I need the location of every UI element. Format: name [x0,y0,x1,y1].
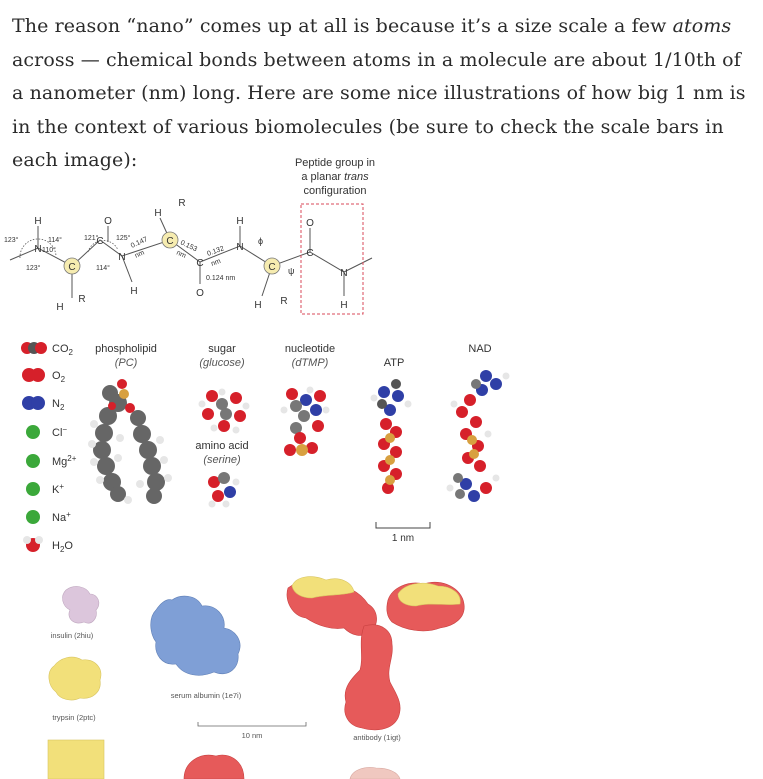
paragraph-part-2: across — chemical bonds between atoms in a molecule are about 1/10th of a nanometer (nm) long. Here are some nice illustrations of how big 1 nm is in the context of various biomolecules (be sure to check the scale bars in each image): [12,48,746,171]
atom-n-label: N [236,242,244,253]
scale-bar-1nm [376,522,430,544]
k-ion [26,482,40,496]
atom-h-label: H [56,302,64,313]
serine-model [208,472,240,508]
nad-model [447,370,510,502]
k-label: K+ [52,482,65,496]
partial-pink-protein [350,767,400,779]
biomolecule-row [88,343,510,544]
bond-unit-label: nm [210,257,222,268]
atom-h-label: H [34,216,42,227]
atom-calpha-label: C [268,262,276,273]
atom-o-label: O [104,216,112,227]
phospholipid-label: phospholipid [95,343,157,355]
peptide-group-caption: Peptide group in [294,157,376,169]
angle-label: 114° [96,265,110,272]
dtmp-label: (dTMP) [291,357,329,369]
atom-o-label: O [306,218,314,229]
angle-label: 114° [48,237,62,244]
angle-label: 121° [84,235,99,242]
scale-label-10nm: 10 nm [241,731,263,740]
paragraph-part-1: The reason “nano” comes up at all is because it’s a size scale a few [12,15,673,37]
albumin-label: serum albumin (1e7i) [170,691,242,700]
atom-r-label: R [78,294,86,305]
atom-h-label: H [130,286,138,297]
pc-label: (PC) [114,357,138,369]
atom-n-label: N [34,244,42,255]
glucose-label: (glucose) [199,357,245,369]
atom-calpha-label: C [68,262,76,273]
insulin-model [63,587,99,624]
atom-calpha-label: C [166,236,174,247]
atom-c-label: C [306,248,314,259]
albumin-model [151,596,240,675]
o2-label: $O_2$ [52,370,66,384]
serine-label: (serine) [203,454,241,466]
atom-r-label: R [280,296,288,307]
atom-n-label: N [118,252,126,263]
atom-r-label: R [178,198,186,209]
n2-molecule [22,396,45,410]
angle-label: 125° [116,235,131,242]
cl-label: Cl− [52,425,68,439]
bond-length-label: 0.147 [129,236,149,250]
trypsin-model [49,657,101,700]
amino-acid-label: amino acid [195,440,249,452]
atom-h-label: H [254,300,262,311]
antibody-label: antibody (1igt) [353,733,401,742]
small-molecule-list [21,342,77,554]
atp-model [371,379,412,494]
water-molecule [23,536,43,552]
peptide-group-caption-2: a planar trans [301,171,369,183]
atom-h-label: H [340,300,348,311]
angle-label: 123° [4,237,19,244]
psi-angle-label: ψ [288,266,295,276]
mg-label: $Mg^{2+}$ [52,454,77,468]
bond-length-label: 0.153 [179,239,199,254]
protein-panel [48,577,464,779]
h2o-label: $H_2O$ [52,540,73,554]
co2-label: $CO_2$ [52,343,73,357]
antibody-model [287,577,464,730]
peptide-group-caption-3: configuration [303,185,367,197]
trypsin-label: trypsin (2ptc) [52,713,96,722]
peptide-bond-diagram [4,157,375,314]
partial-yellow-protein [48,740,104,779]
bond-unit-label: nm [133,249,146,260]
atom-c-label: C [96,236,104,247]
bond-unit-label: nm [175,249,187,260]
atp-label: ATP [383,357,405,369]
n2-label: $N_2$ [52,398,65,412]
angle-label: 110° [42,247,56,254]
atom-h-label: H [236,216,244,227]
mg-ion [26,454,40,468]
partial-red-protein [184,755,244,779]
atom-c-label: C [196,258,204,269]
angle-label: 123° [26,265,41,272]
o2-molecule [22,368,45,382]
scale-bar-10nm [198,722,306,740]
figure-canvas [0,148,763,779]
paragraph-emphasis: atoms [672,15,732,37]
insulin-label: insulin (2hiu) [50,631,94,640]
nucleotide-label: nucleotide [284,343,336,355]
atom-h-label: H [154,208,162,219]
biomolecule-scale-figure [0,148,763,779]
co2-molecule [21,342,47,354]
atom-n-label: N [340,268,348,279]
na-label: Na+ [52,510,71,524]
sugar-label: sugar [208,343,236,355]
bond-length-label: 0.124 nm [206,275,236,282]
phi-angle-label: ϕ [258,236,264,246]
atom-o-label: O [196,288,204,299]
glucose-model [199,389,250,434]
cl-ion [26,425,40,439]
bond-length-label: 0.132 [206,245,226,258]
nad-label: NAD [468,343,492,355]
phospholipid-model [88,379,172,504]
dtmp-model [281,387,330,457]
na-ion [26,510,40,524]
scale-label-1nm: 1 nm [391,533,415,544]
